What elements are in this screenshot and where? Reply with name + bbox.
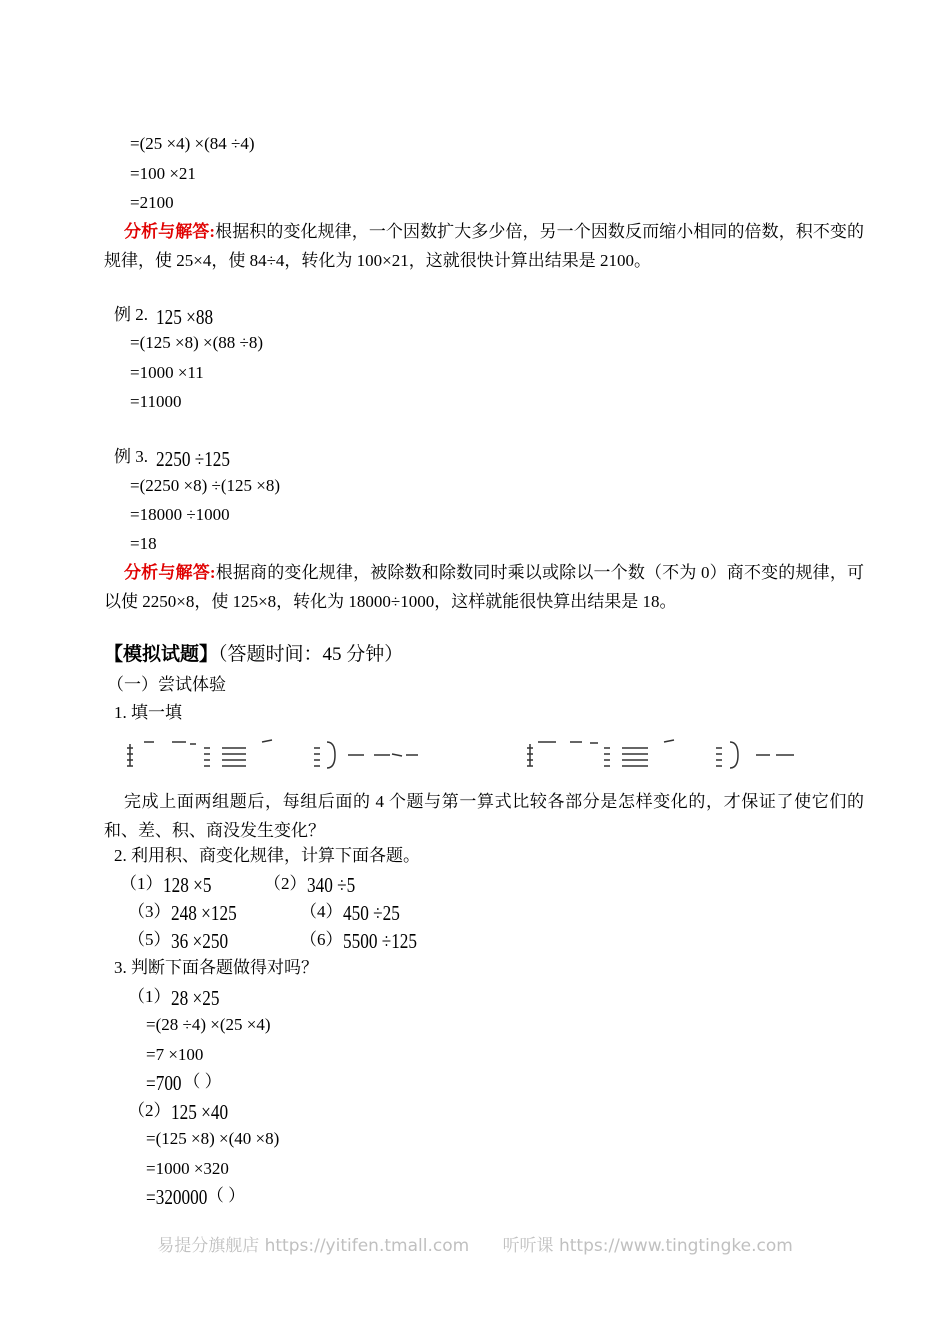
mock-test-title: 【模拟试题】 [104,644,219,665]
question-3-part-1-result [146,1072,222,1093]
analysis-text: 根据积的变化规律，一个因数扩大多少倍，另一个因数反而缩小相同的倍数，积不变的规律，使 25×4，使 84÷4，转化为 100×21，这就很快计算出结果是 2100。 [104,222,865,270]
question-3-part-2-heading [128,1101,240,1122]
analysis-text: 根据商的变化规律，被除数和除数同时乘以或除以一个数（不为 0）商不变的规律，可以使 2250×8，使 125×8，转化为 18000÷1000，这样就能很快算出结果是 18。 [104,563,864,611]
question-2-item-1 [120,874,222,895]
fill-in-figure-right [524,738,824,772]
question-3-part-1-heading [128,987,230,1008]
example2-step-3: =11000 [130,392,182,411]
part-number: （1） [128,987,171,1006]
item-expression: 128 ×5 [162,873,211,897]
result-value: =320000 [146,1185,208,1209]
question-3-part-2-step-2: =1000 ×320 [146,1159,229,1178]
question-2-item-5 [128,930,240,951]
mock-test-header [104,645,403,665]
example3-expression: 2250 ÷125 [156,447,231,471]
question-3-label: 3. 判断下面各题做得对吗？ [114,958,318,977]
part-number: （2） [128,1101,171,1120]
item-number: （2） [264,874,307,893]
fill-in-figure-left [124,738,424,772]
analysis-label: 分析与解答: [124,222,216,241]
example1-step-3: =2100 [130,193,174,212]
answer-blank[interactable]: （ ） [183,1072,222,1091]
example3-step-2: =18000 ÷1000 [130,505,230,524]
question-2-label: 2. 利用积、商变化规律，计算下面各题。 [114,846,420,865]
question-2-item-2 [264,874,365,895]
example2-heading [114,305,226,327]
question-3-part-2-step-1: =(125 ×8) ×(40 ×8) [146,1129,280,1148]
answer-blank[interactable]: （ ） [206,1186,246,1205]
item-expression: 340 ÷5 [306,873,355,897]
footer-watermark [0,1231,950,1256]
example1-step-2: =100 ×21 [130,164,196,183]
item-number: （3） [128,902,171,921]
item-expression: 36 ×250 [170,929,228,953]
example3-step-1: =(2250 ×8) ÷(125 ×8) [130,476,280,495]
result-value: =700 [146,1071,182,1095]
example3-analysis [104,558,864,616]
item-expression: 450 ÷25 [342,901,400,925]
example2-expression: 125 ×88 [156,305,214,329]
example3-label: 例 3. [114,447,148,466]
question-3-part-1-step-1: =(28 ÷4) ×(25 ×4) [146,1015,271,1034]
question-3-part-2-result [146,1186,245,1207]
item-expression: 5500 ÷125 [342,929,417,953]
example2-step-1: =(125 ×8) ×(88 ÷8) [130,333,263,352]
footer-link-left[interactable]: 易提分旗舰店 https://yitifen.tmall.com [157,1236,470,1256]
section-title: （一）尝试体验 [107,675,226,694]
item-number: （6） [300,930,343,949]
example2-step-2: =1000 ×11 [130,363,204,382]
part-expression: 28 ×25 [170,986,219,1010]
footer-link-right[interactable]: 听听课 https://www.tingtingke.com [502,1236,793,1256]
question-3-part-1-step-2: =7 ×100 [146,1045,204,1064]
example1-analysis [104,217,864,275]
question-1-text: 完成上面两组题后，每组后面的 4 个题与第一算式比较各部分是怎样变化的，才保证了使它们的和、差、积、商没发生变化？ [104,792,864,840]
mock-test-time: （答题时间：45 分钟） [218,644,404,665]
item-number: （4） [300,902,343,921]
item-expression: 248 ×125 [170,901,237,925]
question-1-label: 1. 填一填 [114,703,182,722]
item-number: （5） [128,930,171,949]
analysis-label: 分析与解答: [124,563,216,582]
question-2-item-6 [300,930,433,951]
example3-step-3: =18 [130,534,157,553]
part-expression: 125 ×40 [170,1100,228,1124]
question-2-item-4 [300,902,412,923]
item-number: （1） [120,874,163,893]
example2-label: 例 2. [114,305,148,324]
example3-heading [114,447,247,469]
question-2-item-3 [128,902,251,923]
example1-step-1: =(25 ×4) ×(84 ÷4) [130,134,255,153]
